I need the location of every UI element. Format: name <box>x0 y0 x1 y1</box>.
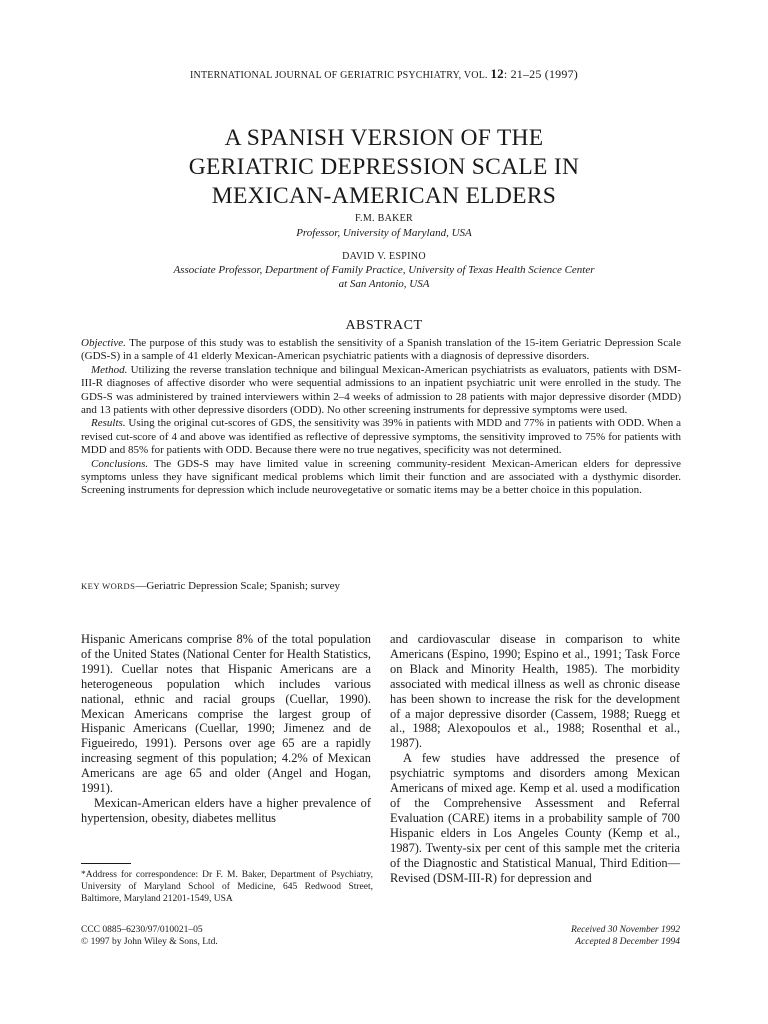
abstract-paragraph <box>81 364 681 418</box>
journal-name: INTERNATIONAL JOURNAL OF GERIATRIC PSYCHIATRY, VOL. <box>190 70 488 81</box>
title-line: MEXICAN-AMERICAN ELDERS <box>211 183 557 209</box>
abstract-text: Using the original cut-scores of GDS, the sensitivity was 39% in patients with MDD and 77% in patients with ODD. When a revised cut-score of 4 and above was identified as reflective of depressive symptoms, the sensitivity improved to 75% for patients with MDD and 85% for patients with ODD. Because there were no true negatives, specificity was not determined. <box>81 417 681 457</box>
journal-volume: 12 <box>490 66 504 81</box>
abstract-heading: ABSTRACT <box>345 318 423 333</box>
body-paragraph: and cardiovascular disease in comparison to white Americans (Espino, 1990; Espino et al., 1991; Task Force on Black and Minority Health, 1985). The morbidity associated with medical illness as well as chronic disease has been shown to increase the risk for the development of a major depressive disorder (Cassem, 1988; Ruegg et al., 1988; Alexopoulos et al., 1988; Rosenthal et al., 1987). <box>390 632 680 751</box>
received-date: Received 30 November 1992 <box>571 925 680 935</box>
keywords <box>81 580 681 592</box>
journal-header <box>0 66 768 82</box>
affiliation-line: Professor, University of Maryland, USA <box>296 227 472 239</box>
article-title <box>0 124 768 211</box>
footer-right <box>430 924 680 948</box>
affiliation-line: at San Antonio, USA <box>338 278 430 290</box>
author-name: F.M. BAKER <box>354 213 414 224</box>
abstract-paragraph <box>81 417 681 457</box>
footnote-text: *Address for correspondence: Dr F. M. Baker, Department of Psychiatry, University of Maryland School of Medicine, 645 Redwood Street, Baltimore, Maryland 21201-1549, USA <box>81 870 373 904</box>
body-column-left <box>81 632 371 826</box>
title-line: A SPANISH VERSION OF THE <box>224 125 544 151</box>
keywords-text: —Geriatric Depression Scale; Spanish; survey <box>135 580 340 592</box>
abstract-lead: Method. <box>91 363 128 376</box>
journal-pages: : 21–25 (1997) <box>503 67 578 81</box>
body-column-right <box>390 632 680 885</box>
abstract-text: The purpose of this study was to establish the sensitivity of a Spanish translation of the 15-item Geriatric Depression Scale (GDS-S) in a sample of 41 elderly Mexican-American psychiatric patients with a diagnosis of depressive disorders. <box>81 337 681 363</box>
keywords-label: KEY WORDS <box>81 581 136 591</box>
title-line: GERIATRIC DEPRESSION SCALE IN <box>188 154 580 180</box>
author-affiliation <box>100 263 668 291</box>
author-affiliation <box>100 226 668 240</box>
author-name: DAVID V. ESPINO <box>342 251 426 262</box>
abstract-text: The GDS-S may have limited value in screening community-resident Mexican-American elders for depressive symptoms unless they have significant medical problems which limit their function and are associated with a dysthymic disorder. Screening instruments for depression which include neurovegetative or somatic items may be a better choice in this population. <box>81 457 681 497</box>
body-paragraph: A few studies have addressed the presence of psychiatric symptoms and disorders among Mexican Americans of mixed age. Kemp et al. used a modification of the Comprehensive Assessment and Referral Evaluation (CARE) items in a probability sample of 700 Hispanic elders in Los Angeles County (Kemp et al., 1987). Twenty-six per cent of this sample met the criteria of the Diagnostic and Statistical Manual, Third Edition—Revised (DSM-III-R) for depression and <box>390 751 680 885</box>
abstract-lead: Objective. <box>81 337 126 349</box>
footnote <box>81 870 373 906</box>
copyright: © 1997 by John Wiley & Sons, Ltd. <box>81 937 218 947</box>
abstract-lead: Conclusions. <box>91 457 149 470</box>
footnote-divider <box>81 863 131 864</box>
abstract-body <box>81 337 681 498</box>
abstract-text: Utilizing the reverse translation technique and bilingual Mexican-American psychiatrists as evaluators, patients with DSM-III-R diagnoses of affective disorder who were sequential admissions to an inpatient psychiatric unit were enrolled in the study. The GDS-S was administered by trained interviewers within 2–4 weeks of admission to 28 patients with major depressive disorder (MDD) and 13 patients with other depressive disorders (ODD). No other screening instruments for depressive symptoms were used. <box>81 363 681 417</box>
abstract-paragraph <box>81 337 681 364</box>
body-paragraph: Hispanic Americans comprise 8% of the total population of the United States (National Center for Health Statistics, 1991). Cuellar notes that Hispanic Americans are a heterogeneous population which includes various national, ethnic and racial groups (Cuellar, 1990). Mexican Americans comprise the largest group of Hispanic Americans (Cuellar, 1990; Jimenez and de Figueiredo, 1991). Persons over age 65 are a rapidly increasing segment of this population; 4.2% of Mexican Americans are age 65 and older (Angel and Hogan, 1991). <box>81 632 371 796</box>
affiliation-line: Associate Professor, Department of Family Practice, University of Texas Health Science Center <box>173 264 595 276</box>
accepted-date: Accepted 8 December 1994 <box>575 937 680 947</box>
footer-left <box>81 924 331 948</box>
body-paragraph: Mexican-American elders have a higher prevalence of hypertension, obesity, diabetes mellitus <box>81 795 371 825</box>
abstract-paragraph <box>81 458 681 498</box>
issn-code: CCC 0885–6230/97/010021–05 <box>81 925 203 935</box>
abstract-lead: Results. <box>91 417 126 430</box>
